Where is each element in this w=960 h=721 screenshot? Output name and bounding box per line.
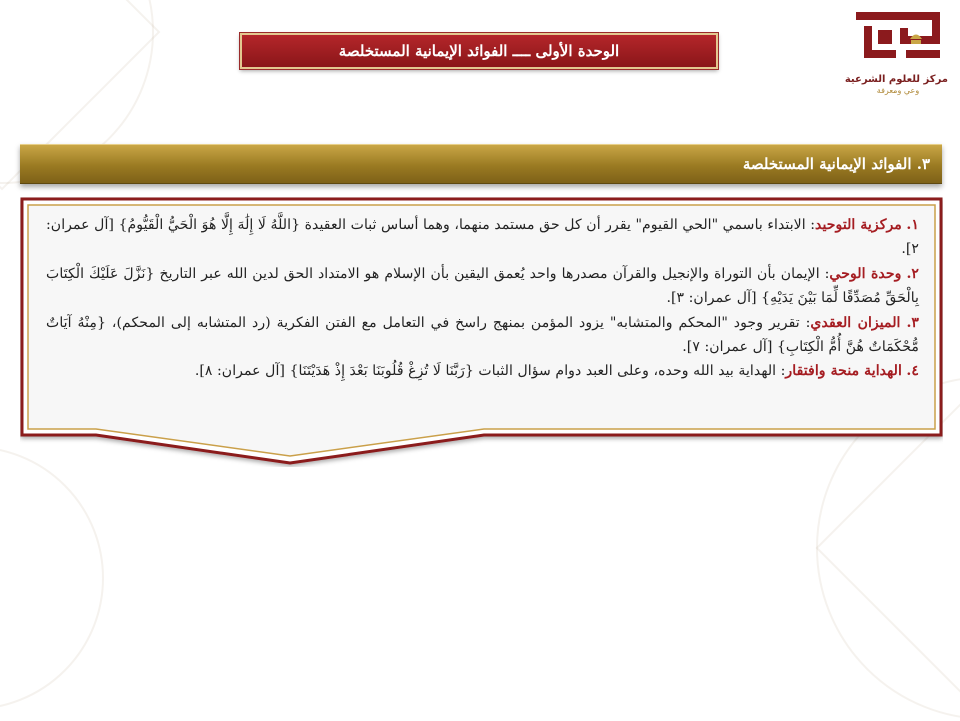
item-heading: مركزية التوحيد — [815, 217, 902, 233]
list-item — [46, 311, 919, 360]
content-callout — [20, 197, 943, 459]
list-item — [46, 213, 919, 262]
item-number: ١. — [906, 217, 919, 233]
section-title-bar — [20, 144, 942, 184]
list-item — [46, 262, 919, 311]
item-heading: الميزان العقدي — [810, 314, 901, 331]
item-number: ٣. — [906, 314, 920, 331]
item-text: : الإيمان بأن التوراة والإنجيل والقرآن مصدرها واحد يُعمق اليقين بأن الإسلام هو الامتداد الحق لدين الله عبر التاريخ {نَزَّلَ عَلَيْكَ الْكِتَابَ بِالْحَقِّ مُصَدِّقًا لِّمَا بَيْنَ يَدَيْهِ} [آل عمران: ٣]. — [46, 265, 919, 307]
item-number: ٢. — [906, 265, 920, 282]
background-ornament — [0, 446, 104, 710]
ihkam-logo-icon — [848, 6, 948, 68]
logo — [844, 6, 948, 106]
section-title: ٣. الفوائد الإيمانية المستخلصة — [742, 155, 930, 173]
item-heading: الهداية منحة وافتقار — [785, 363, 902, 380]
logo-subtitle: مركز للعلوم الشرعية — [844, 74, 948, 85]
list-item — [46, 359, 919, 383]
item-text: : تقرير وجود "المحكم والمتشابه" يزود المؤمن بمنهج راسخ في التعامل مع الفتن الفكرية (رد المتشابه إلى المحكم)، {مِنْهُ آيَاتٌ مُّحْكَمَاتٌ هُنَّ أُمُّ الْكِتَابِ} [آل عمران: ٧]. — [46, 314, 919, 356]
benefits-list — [46, 213, 919, 384]
item-text: : الابتداء باسمي "الحي القيوم" يقرر أن كل حق مستمد منهما، وهما أساس ثبات العقيدة {اللَّهُ لَا إِلَٰهَ إِلَّا هُوَ الْحَيُّ الْقَيُّومُ} [آل عمران: ٢]. — [46, 217, 919, 258]
unit-title: الوحدة الأولى ــــ الفوائد الإيمانية المستخلصة — [240, 33, 718, 69]
logo-tagline: وعي ومعرفة — [876, 86, 920, 95]
item-heading: وحدة الوحي — [829, 265, 902, 282]
item-number: ٤. — [906, 363, 919, 380]
item-text: : الهداية بيد الله وحده، وعلى العبد دوام سؤال الثبات {رَبَّنَا لَا تُزِغْ قُلُوبَنَا بَعْدَ إِذْ هَدَيْتَنَا} [آل عمران: ٨]. — [194, 363, 786, 380]
